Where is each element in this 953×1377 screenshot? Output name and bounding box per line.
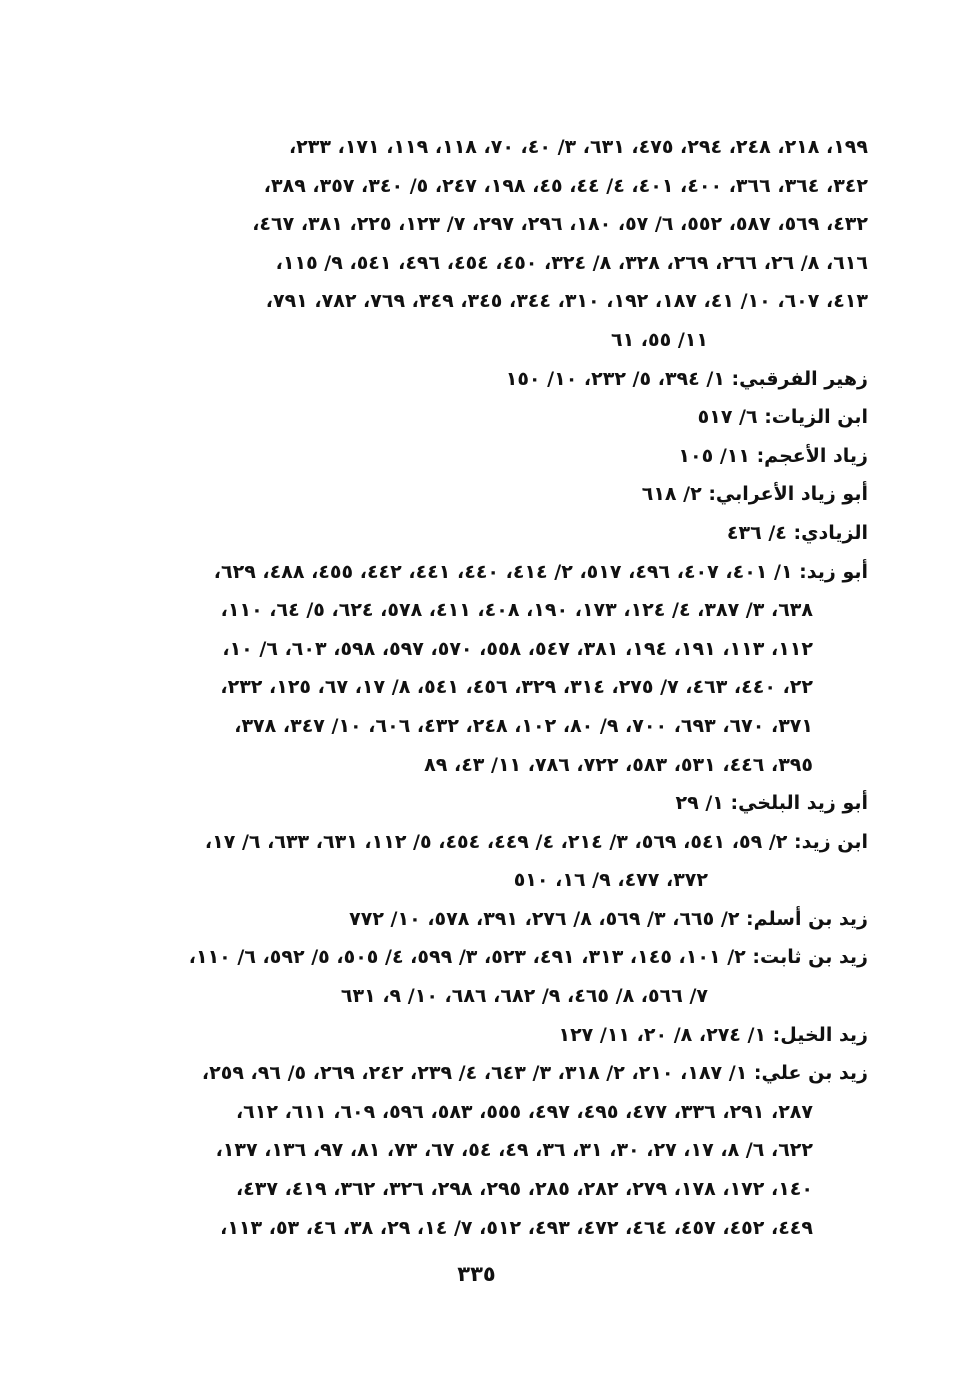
index-continuation-line: ٦١٦، ٨/ ٢٦، ٢٦٦، ٢٦٩، ٣٢٨، ٨/ ٣٢٤، ٤٥٠، ٤٥٤، ٤٩٦، ٥٤١، ٩/ ١١٥، xyxy=(275,251,868,274)
index-continuation-line: ١٩٩، ٢١٨، ٢٤٨، ٢٩٤، ٤٧٥، ٦٣١، ٣/ ٤٠، ٧٠، ١١٨، ١١٩، ١٧١، ٢٣٣، xyxy=(288,136,868,158)
index-entry-line: أبو زيد البلخي: ١/ ٢٩ xyxy=(675,792,868,815)
index-continuation-line: ٣٩٥، ٤٤٦، ٥٣١، ٥٨٣، ٧٢٢، ٧٨٦، ١١/ ٤٣، ٨٩ xyxy=(424,753,813,776)
index-entry-line: الزيادي: ٤/ ٤٣٦ xyxy=(726,521,868,544)
index-continuation-line: ٣٧٢، ٤٧٧، ٩/ ١٦، ٥١٠ xyxy=(513,869,708,892)
index-continuation-line: ٤٤٩، ٤٥٢، ٤٥٧، ٤٦٤، ٤٧٢، ٤٩٣، ٥١٢، ٧/ ١٤، ٢٩، ٣٨، ٤٦، ٥٣، ١١٣، xyxy=(220,1216,813,1239)
index-continuation-line: ٧/ ٥٦٦، ٨/ ٤٦٥، ٩/ ٦٨٢، ٦٨٦، ١٠/ ٩، ٦٣١ xyxy=(340,985,708,1008)
index-entry-line: زيد الخيل: ١/ ٢٧٤، ٨/ ٢٠، ١١/ ١٢٧ xyxy=(558,1023,868,1046)
index-continuation-line: ٣٤٢، ٣٦٤، ٣٦٦، ٤٠٠، ٤٠١، ٤/ ٤٤، ٤٥، ١٩٨، ٢٤٧، ٥/ ٣٤٠، ٣٥٧، ٣٨٩، xyxy=(263,174,868,197)
index-entry-line: زيد بن علي: ١/ ١٨٧، ٢١٠، ٢/ ٣١٨، ٣/ ٦٤٣، ٤/ ٢٣٩، ٢٤٢، ٢٦٩، ٥/ ٩٦، ٢٥٩، xyxy=(201,1062,868,1085)
index-continuation-line: ٦٣٨، ٣/ ٣٨٧، ٤/ ١٢٤، ١٧٣، ١٩٠، ٤٠٨، ٤١١، ٥٧٨، ٦٢٤، ٥/ ٦٤، ١١٠، xyxy=(220,599,813,622)
index-entry-line: زيد بن ثابت: ٢/ ١٠١، ١٤٥، ٣١٣، ٤٩١، ٥٢٣، ٣/ ٥٩٩، ٤/ ٥٠٥، ٥/ ٥٩٢، ٦/ ١١٠، xyxy=(188,946,868,969)
index-continuation-line: ١٤٠، ١٧٢، ١٧٨، ٢٧٩، ٢٨٢، ٢٨٥، ٢٩٥، ٢٩٨، ٣٢٦، ٣٦٢، ٤١٩، ٤٣٧، xyxy=(235,1178,813,1201)
index-continuation-line: ٤٣٢، ٥٦٩، ٥٨٧، ٥٥٢، ٦/ ٥٧، ١٨٠، ٢٩٦، ٢٩٧، ٧/ ١٢٣، ٢٢٥، ٣٨١، ٤٦٧، xyxy=(252,213,868,236)
index-continuation-line: ٤١٣، ٦٠٧، ١٠/ ٤١، ١٨٧، ١٩٢، ٣١٠، ٣٤٤، ٣٤٥، ٣٤٩، ٧٦٩، ٧٨٢، ٧٩١، xyxy=(265,290,868,313)
index-entry-line: أبو زيد: ١/ ٤٠١، ٤٠٧، ٤٩٦، ٥١٧، ٢/ ٤١٤، ٤٤٠، ٤٤١، ٤٤٢، ٤٥٥، ٤٨٨، ٦٢٩، xyxy=(213,560,868,583)
index-entry-line: زهير الفرقبي: ١/ ٣٩٤، ٥/ ٢٣٢، ١٠/ ١٥٠ xyxy=(505,367,868,390)
index-continuation-line: ٢٨٧، ٢٩١، ٣٣٦، ٤٧٧، ٤٩٥، ٤٩٧، ٥٥٥، ٥٨٣، ٥٩٦، ٦٠٩، ٦١١، ٦١٢، xyxy=(235,1100,813,1123)
page-number: ٣٣٥ xyxy=(457,1262,496,1286)
index-continuation-line: ٢٢، ٤٤٠، ٤٦٣، ٧/ ٢٧٥، ٣١٤، ٣٢٩، ٤٥٦، ٥٤١، ٨/ ١٧، ٦٧، ١٢٥، ٢٣٢، xyxy=(220,676,813,699)
index-entry-line: ابن زيد: ٢/ ٥٩، ٥٤١، ٥٦٩، ٣/ ٢١٤، ٤/ ٤٤٩، ٤٥٤، ٥/ ١١٢، ٦٣١، ٦٣٣، ٦/ ١٧، xyxy=(204,830,868,853)
index-continuation-line: ٦٢٢، ٦/ ٨، ١٧، ٢٧، ٣٠، ٣١، ٣٦، ٤٩، ٥٤، ٦٧، ٧٣، ٨١، ٩٧، ١٣٦، ١٣٧، xyxy=(215,1139,813,1162)
index-continuation-line: ١١٢، ١١٣، ١٩١، ١٩٤، ٣٨١، ٥٤٧، ٥٥٨، ٥٧٠، ٥٩٧، ٥٩٨، ٦٠٣، ٦/ ١٠، xyxy=(222,637,813,660)
index-continuation-line: ١١/ ٥٥، ٦١ xyxy=(610,328,708,351)
index-entry-line: أبو زياد الأعرابي: ٢/ ٦١٨ xyxy=(641,483,868,506)
index-continuation-line: ٣٧١، ٦٧٠، ٦٩٣، ٧٠٠، ٩/ ٨٠، ١٠٢، ٢٤٨، ٤٣٢، ٦٠٦، ١٠/ ٣٤٧، ٣٧٨، xyxy=(234,714,813,737)
index-entries xyxy=(128,128,868,1247)
index-entry-line: ابن الزيات: ٦/ ٥١٧ xyxy=(697,406,868,429)
index-entry-line: زيد بن أسلم: ٢/ ٦٦٥، ٣/ ٥٦٩، ٨/ ٢٧٦، ٣٩١، ٥٧٨، ١٠/ ٧٧٢ xyxy=(349,907,868,930)
index-entry-line: زياد الأعجم: ١١/ ١٠٥ xyxy=(678,444,868,467)
